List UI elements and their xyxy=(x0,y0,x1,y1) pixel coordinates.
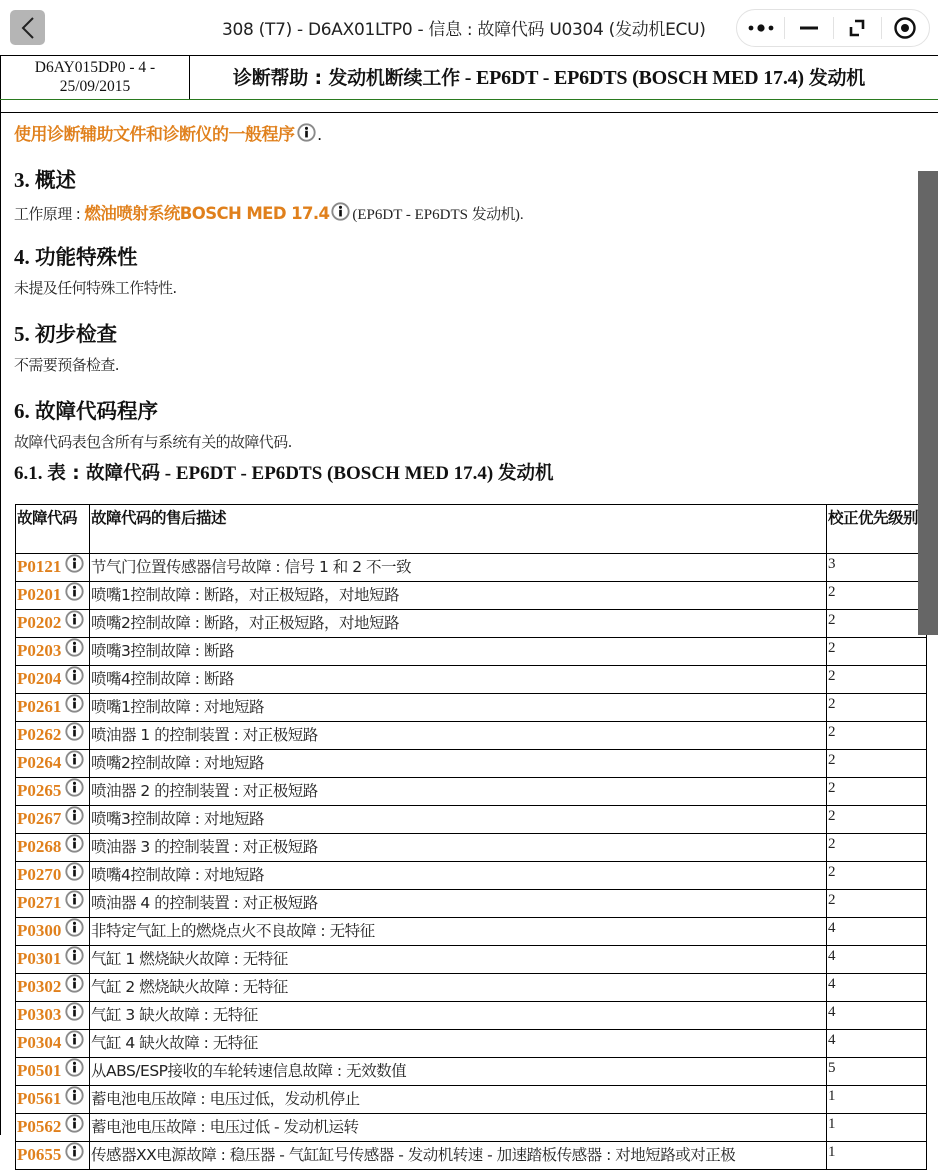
section-title: 功能特殊性 xyxy=(35,245,138,269)
document-ref-date: 25/09/2015 xyxy=(59,78,131,95)
fault-priority: 2 xyxy=(827,722,927,750)
chevron-left-icon xyxy=(20,16,36,40)
switch-window-icon xyxy=(847,18,867,38)
info-icon[interactable] xyxy=(65,1058,84,1077)
table-row xyxy=(16,946,927,974)
fault-code-cell xyxy=(16,778,90,806)
fault-description: 蓄电池电压故障 : 电压过低，发动机停止 xyxy=(90,1086,827,1114)
document-reference xyxy=(1,56,190,99)
general-procedure-link[interactable]: 使用诊断辅助文件和诊断仪的一般程序 xyxy=(14,125,295,145)
fault-code-cell xyxy=(16,694,90,722)
section-number: 4. xyxy=(14,245,35,269)
fault-priority: 2 xyxy=(827,778,927,806)
table-row xyxy=(16,778,927,806)
fault-code-link[interactable]: P0202 xyxy=(17,613,62,632)
info-icon[interactable] xyxy=(65,890,84,909)
section-6-text xyxy=(14,431,292,452)
fault-code-cell xyxy=(16,554,90,582)
section-title: 初步检查 xyxy=(35,322,117,346)
fault-priority: 2 xyxy=(827,890,927,918)
fault-code-cell xyxy=(16,806,90,834)
fault-description: 蓄电池电压故障 : 电压过低 - 发动机运转 xyxy=(90,1114,827,1142)
table-row xyxy=(16,834,927,862)
fault-description: 喷嘴2控制故障 : 对地短路 xyxy=(90,750,827,778)
table-row xyxy=(16,1086,927,1114)
fault-description: 从ABS/ESP接收的车轮转速信息故障 : 无效数值 xyxy=(90,1058,827,1086)
info-icon[interactable] xyxy=(65,638,84,657)
fault-priority: 2 xyxy=(827,694,927,722)
fault-description: 喷油器 2 的控制装置 : 对正极短路 xyxy=(90,778,827,806)
fault-priority: 2 xyxy=(827,582,927,610)
table-row xyxy=(16,610,927,638)
fault-code-link[interactable]: P0655 xyxy=(17,1145,62,1164)
fault-priority: 4 xyxy=(827,918,927,946)
fault-code-link[interactable]: P0203 xyxy=(17,641,62,660)
fault-code-link[interactable]: P0268 xyxy=(17,837,62,856)
fault-code-cell xyxy=(16,1086,90,1114)
document-title-end: 发动机 xyxy=(808,67,866,89)
table-row xyxy=(16,862,927,890)
back-button[interactable] xyxy=(10,10,45,45)
period: . xyxy=(317,125,322,144)
fault-code-link[interactable]: P0300 xyxy=(17,921,62,940)
fault-code-cell xyxy=(16,638,90,666)
info-icon[interactable] xyxy=(65,974,84,993)
fault-code-link[interactable]: P0561 xyxy=(17,1089,62,1108)
table-row xyxy=(16,750,927,778)
table-row xyxy=(16,666,927,694)
more-button[interactable] xyxy=(737,10,784,46)
info-icon[interactable] xyxy=(65,1002,84,1021)
fault-priority: 2 xyxy=(827,610,927,638)
info-icon[interactable] xyxy=(65,946,84,965)
fault-description: 喷油器 3 的控制装置 : 对正极短路 xyxy=(90,834,827,862)
section-number: 3. xyxy=(14,168,35,192)
fault-description: 喷油器 4 的控制装置 : 对正极短路 xyxy=(90,890,827,918)
document-title xyxy=(190,56,938,99)
engine-label: 发动机 xyxy=(471,205,515,223)
info-icon[interactable] xyxy=(65,722,84,741)
table-row xyxy=(16,582,927,610)
table-row xyxy=(16,1030,927,1058)
paren-close: ). xyxy=(514,207,524,223)
section-number: 6. xyxy=(14,399,35,423)
table-row xyxy=(16,1114,927,1142)
fault-description: 喷嘴1控制故障 : 断路，对正极短路，对地短路 xyxy=(90,582,827,610)
info-icon[interactable] xyxy=(65,666,84,685)
table-row xyxy=(16,974,927,1002)
fault-description: 气缸 3 缺火故障 : 无特征 xyxy=(90,1002,827,1030)
fault-code-link[interactable]: P0271 xyxy=(17,893,62,912)
table-row xyxy=(16,890,927,918)
column-header-priority: 校正优先级别 xyxy=(827,505,927,554)
section-4-heading xyxy=(14,240,138,270)
fault-code-cell xyxy=(16,918,90,946)
section-number: 6.1. xyxy=(14,463,48,484)
minimize-icon xyxy=(799,25,819,31)
scrollbar-thumb[interactable] xyxy=(918,171,938,635)
section-number: 5. xyxy=(14,322,35,346)
section-5-heading xyxy=(14,317,117,347)
fault-priority: 4 xyxy=(827,1030,927,1058)
section-3-text xyxy=(14,200,524,224)
fault-priority: 2 xyxy=(827,862,927,890)
info-icon[interactable] xyxy=(65,918,84,937)
header-band xyxy=(0,100,938,113)
info-icon[interactable] xyxy=(65,1114,84,1133)
fault-priority: 1 xyxy=(827,1086,927,1114)
fault-priority: 2 xyxy=(827,638,927,666)
fault-code-link[interactable]: P0261 xyxy=(17,697,62,716)
info-icon[interactable] xyxy=(65,750,84,769)
section-title: 故障代码程序 xyxy=(35,399,158,423)
table-row xyxy=(16,1058,927,1086)
info-icon[interactable] xyxy=(65,554,84,573)
fault-code-link[interactable]: P0501 xyxy=(17,1061,62,1080)
fault-code-link[interactable]: P0201 xyxy=(17,585,62,604)
fault-code-cell xyxy=(16,722,90,750)
fault-code-cell xyxy=(16,582,90,610)
fault-code-link[interactable]: P0267 xyxy=(17,809,62,828)
close-button[interactable] xyxy=(882,10,929,46)
general-procedure-line xyxy=(14,120,322,145)
section-title-end: 发动机 xyxy=(498,463,554,484)
fault-code-link[interactable]: P0303 xyxy=(17,1005,62,1024)
section-5-text xyxy=(14,354,119,375)
info-icon[interactable] xyxy=(65,610,84,629)
fault-code-link[interactable]: P0265 xyxy=(17,781,62,800)
info-icon[interactable] xyxy=(65,582,84,601)
fault-code-link[interactable]: P0121 xyxy=(17,557,62,576)
fault-priority: 1 xyxy=(827,1142,927,1170)
fault-code-cell xyxy=(16,750,90,778)
fault-description: 喷嘴1控制故障 : 对地短路 xyxy=(90,694,827,722)
info-icon[interactable] xyxy=(65,862,84,881)
fault-code-cell xyxy=(16,1142,90,1170)
fault-code-link[interactable]: P0302 xyxy=(17,977,62,996)
fault-code-link[interactable]: P0304 xyxy=(17,1033,62,1052)
fault-description: 传感器XX电源故障 : 稳压器 - 气缸缸号传感器 - 发动机转速 - 加速踏板传感器 : 对地短路或对正极 xyxy=(90,1142,827,1170)
document-title-engine: - EP6DT - EP6DTS (BOSCH MED 17.4) xyxy=(459,67,809,89)
table-header-row xyxy=(16,505,927,554)
table-row xyxy=(16,806,927,834)
info-icon[interactable] xyxy=(65,1030,84,1049)
table-row xyxy=(16,694,927,722)
info-icon[interactable] xyxy=(65,778,84,797)
fault-priority: 4 xyxy=(827,946,927,974)
fault-code-link[interactable]: P0262 xyxy=(17,725,62,744)
info-icon[interactable] xyxy=(297,123,316,142)
fault-code-link[interactable]: P0270 xyxy=(17,865,62,884)
fault-code-cell xyxy=(16,1002,90,1030)
document-header xyxy=(0,55,938,99)
fault-code-table xyxy=(15,504,927,1170)
fault-description: 气缸 4 缺火故障 : 无特征 xyxy=(90,1030,827,1058)
section-6-1-heading xyxy=(14,459,554,485)
fault-description: 非特定气缸上的燃烧点火不良故障 : 无特征 xyxy=(90,918,827,946)
fault-priority: 1 xyxy=(827,1114,927,1142)
fault-description: 节气门位置传感器信号故障 : 信号 1 和 2 不一致 xyxy=(90,554,827,582)
minimize-button[interactable] xyxy=(785,10,832,46)
fault-code-link[interactable]: P0301 xyxy=(17,949,62,968)
fault-code-cell xyxy=(16,1030,90,1058)
section-6-heading xyxy=(14,394,158,424)
info-icon[interactable] xyxy=(65,694,84,713)
fault-code-link[interactable]: P0562 xyxy=(17,1117,62,1136)
section-4-text xyxy=(14,277,177,298)
fault-description: 喷油器 1 的控制装置 : 对正极短路 xyxy=(90,722,827,750)
fault-priority: 2 xyxy=(827,834,927,862)
fault-priority: 3 xyxy=(827,554,927,582)
fault-code-cell xyxy=(16,834,90,862)
section-3-heading xyxy=(14,163,76,193)
document-body xyxy=(0,113,925,1164)
section-title: 概述 xyxy=(35,168,76,192)
fault-description: 喷嘴3控制故障 : 对地短路 xyxy=(90,806,827,834)
fault-description: 喷嘴3控制故障 : 断路 xyxy=(90,638,827,666)
column-header-description: 故障代码的售后描述 xyxy=(90,505,827,554)
fault-code-cell xyxy=(16,890,90,918)
fault-table-body xyxy=(16,554,927,1170)
top-nav-bar xyxy=(0,0,938,55)
section-title: 表 : 故障代码 xyxy=(47,463,161,484)
fault-code-link[interactable]: P0204 xyxy=(17,669,62,688)
close-circle-icon xyxy=(893,16,917,40)
fault-code-cell xyxy=(16,862,90,890)
table-row xyxy=(16,722,927,750)
section-title-engine: - EP6DT - EP6DTS (BOSCH MED 17.4) xyxy=(160,463,499,484)
section-text: 故障代码表包含所有与系统有关的故障代码. xyxy=(14,433,292,451)
fault-code-cell xyxy=(16,666,90,694)
fault-code-cell xyxy=(16,974,90,1002)
document-title-prefix: 诊断帮助 : 发动机断续工作 xyxy=(232,67,460,89)
table-row xyxy=(16,1002,927,1030)
info-icon[interactable] xyxy=(65,1086,84,1105)
document-ref-code: D6AY015DP0 - 4 - xyxy=(34,59,156,76)
fault-code-cell xyxy=(16,610,90,638)
table-row xyxy=(16,638,927,666)
engine-type-text: (EP6DT - EP6DTS xyxy=(352,207,472,223)
info-icon[interactable] xyxy=(331,202,350,221)
section-text: 未提及任何特殊工作特性. xyxy=(14,279,177,297)
table-row xyxy=(16,918,927,946)
fault-code-cell xyxy=(16,946,90,974)
fault-priority: 2 xyxy=(827,750,927,778)
fault-description: 喷嘴4控制故障 : 断路 xyxy=(90,666,827,694)
page-title: 308 (T7) - D6AX01LTP0 - 信息 : 故障代码 U0304 (发动机ECU) xyxy=(222,20,706,40)
fuel-injection-link[interactable]: 燃油喷射系统BOSCH MED 17.4 xyxy=(84,204,330,223)
fault-priority: 4 xyxy=(827,1002,927,1030)
fault-description: 喷嘴4控制故障 : 对地短路 xyxy=(90,862,827,890)
info-icon[interactable] xyxy=(65,834,84,853)
table-row xyxy=(16,554,927,582)
section-text: 不需要预备检查. xyxy=(14,356,119,374)
fault-description: 气缸 2 燃烧缺火故障 : 无特征 xyxy=(90,974,827,1002)
fault-priority: 5 xyxy=(827,1058,927,1086)
table-row xyxy=(16,1142,927,1170)
info-icon[interactable] xyxy=(65,1142,84,1161)
fault-description: 喷嘴2控制故障 : 断路，对正极短路，对地短路 xyxy=(90,610,827,638)
fault-code-link[interactable]: P0264 xyxy=(17,753,62,772)
column-header-code: 故障代码 xyxy=(16,505,90,554)
fault-code-cell xyxy=(16,1114,90,1142)
fault-code-cell xyxy=(16,1058,90,1086)
more-dots-icon xyxy=(748,23,774,33)
switch-window-button[interactable] xyxy=(834,10,881,46)
capsule-menu xyxy=(736,9,930,47)
fault-priority: 4 xyxy=(827,974,927,1002)
info-icon[interactable] xyxy=(65,806,84,825)
fault-priority: 2 xyxy=(827,806,927,834)
fault-priority: 2 xyxy=(827,666,927,694)
working-principle-label: 工作原理 : xyxy=(14,205,85,223)
fault-description: 气缸 1 燃烧缺火故障 : 无特征 xyxy=(90,946,827,974)
